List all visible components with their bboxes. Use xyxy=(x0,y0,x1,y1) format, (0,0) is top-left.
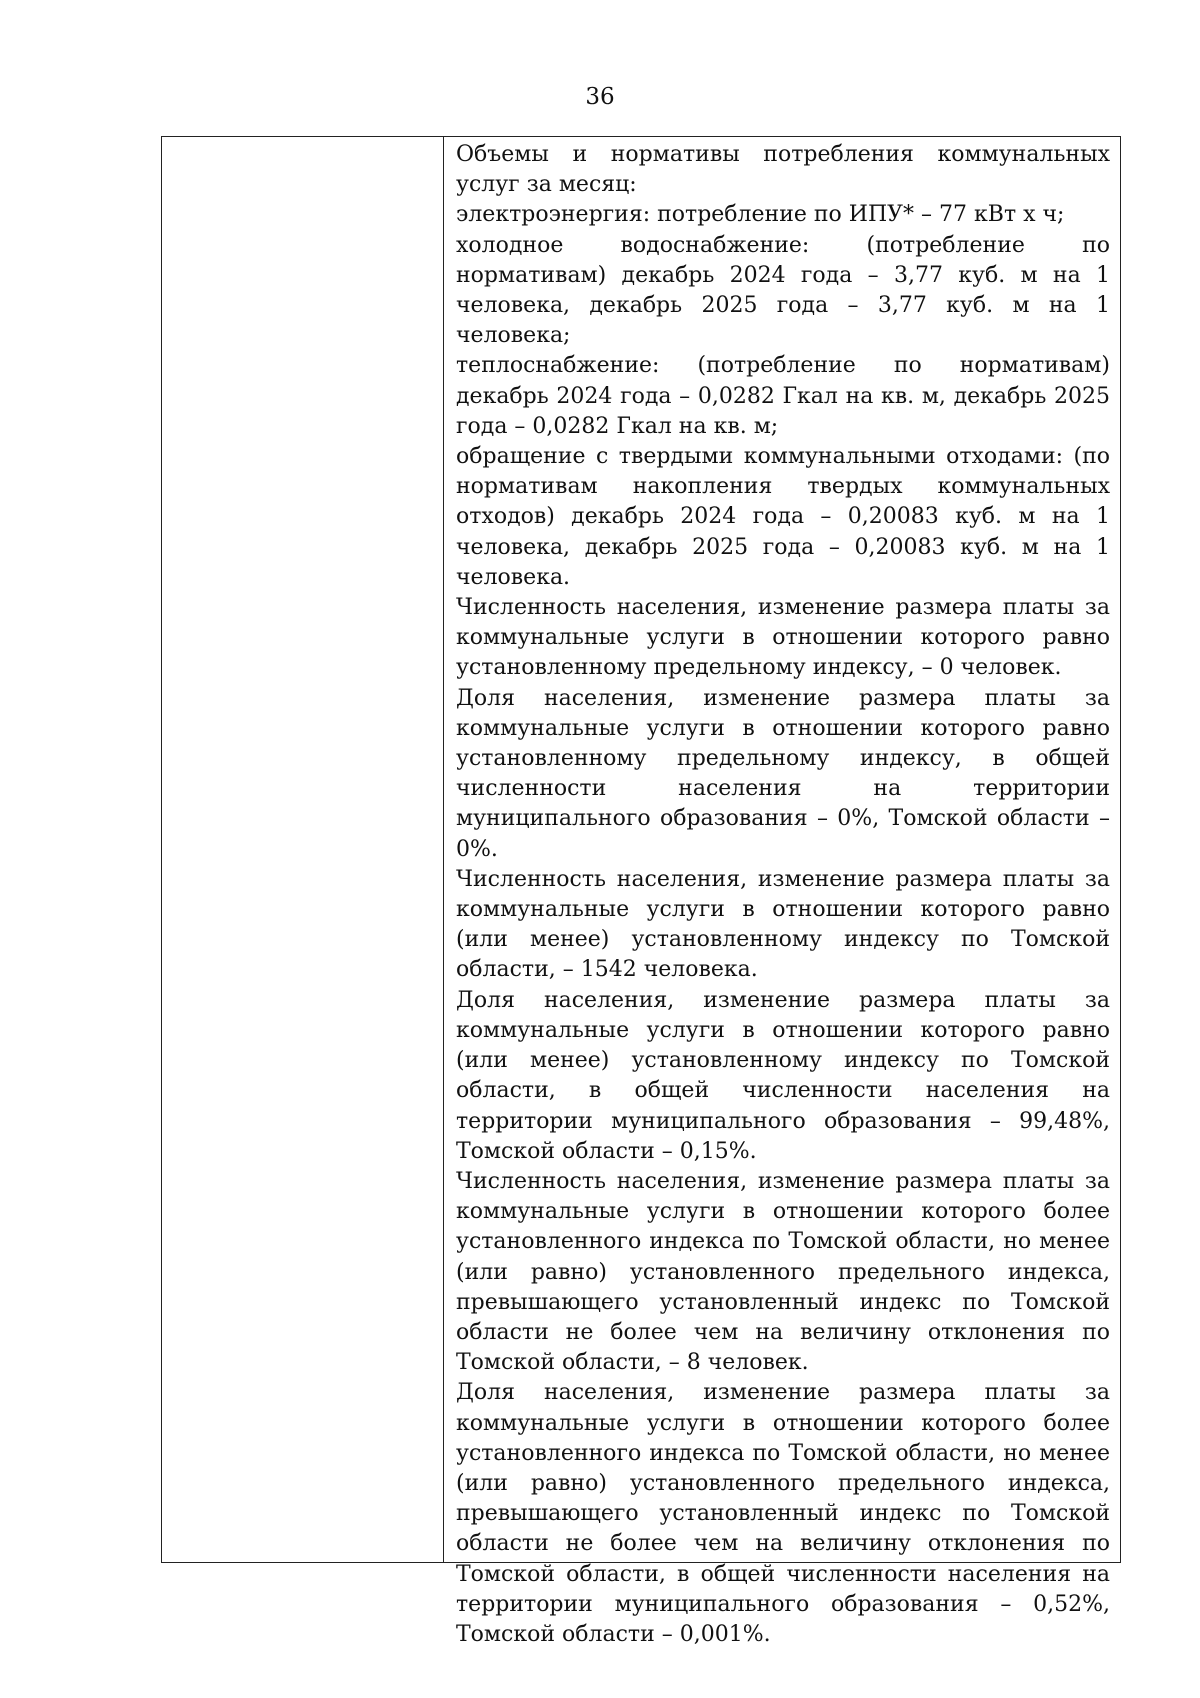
paragraph-share-regional-index: Доля населения, изменение размера платы за коммунальные услуги в отношении которого равно (или менее) установленному индексу по Томской области, в общей численности населения на территории муниципального образования – 99,48%, Томской области – 0,15%. xyxy=(456,987,1110,1164)
paragraph-solid-waste: обращение с твердыми коммунальными отходами: (по нормативам накопления твердых коммунальных отходов) декабрь 2024 года – 0,20083 куб. м на 1 человека, декабрь 2025 года – 0,20083 куб. м на 1 человека. xyxy=(456,444,1110,590)
paragraph-consumption-heading: Объемы и нормативы потребления коммунальных услуг за месяц: xyxy=(456,142,1110,198)
paragraph-population-limit-index: Численность населения, изменение размера платы за коммунальные услуги в отношении которого равно установленному предельному индексу, – 0 человек. xyxy=(456,595,1110,681)
paragraph-share-limit-index: Доля населения, изменение размера платы за коммунальные услуги в отношении которого равно установленному предельному индексу, в общей численности населения на территории муниципального образования – 0%, Томской области – 0%. xyxy=(456,685,1110,862)
page-number: 36 xyxy=(585,84,615,110)
paragraph-heating: теплоснабжение: (потребление по нормативам) декабрь 2024 года – 0,0282 Гкал на кв. м, декабрь 2025 года – 0,0282 Гкал на кв. м; xyxy=(456,353,1110,439)
paragraph-cold-water: холодное водоснабжение: (потребление по нормативам) декабрь 2024 года – 3,77 куб. м на 1 человека, декабрь 2025 года – 3,77 куб. м на 1 человека; xyxy=(456,232,1110,349)
document-table xyxy=(161,136,1121,1647)
table-right-cell xyxy=(444,137,1120,1647)
paragraph-share-above-index: Доля населения, изменение размера платы за коммунальные услуги в отношении которого более установленного индекса по Томской области, но менее (или равно) установленного предельного индекса, превышающего установленный индекс по Томской области не более чем на величину отклонения по Томской области, в общей численности населения на территории муниципального образования – 0,52%, Томской области – 0,001%. xyxy=(456,1380,1110,1647)
table-left-cell xyxy=(162,137,444,1562)
paragraph-population-above-index: Численность населения, изменение размера платы за коммунальные услуги в отношении которого более установленного индекса по Томской области, но менее (или равно) установленного предельного индекса, превышающего установленный индекс по Томской области не более чем на величину отклонения по Томской области, – 8 человек. xyxy=(456,1168,1110,1376)
paragraph-population-regional-index: Численность населения, изменение размера платы за коммунальные услуги в отношении которого равно (или менее) установленному индексу по Томской области, – 1542 человека. xyxy=(456,866,1110,983)
paragraph-electricity: электроэнергия: потребление по ИПУ* – 77 кВт х ч; xyxy=(456,202,1065,228)
